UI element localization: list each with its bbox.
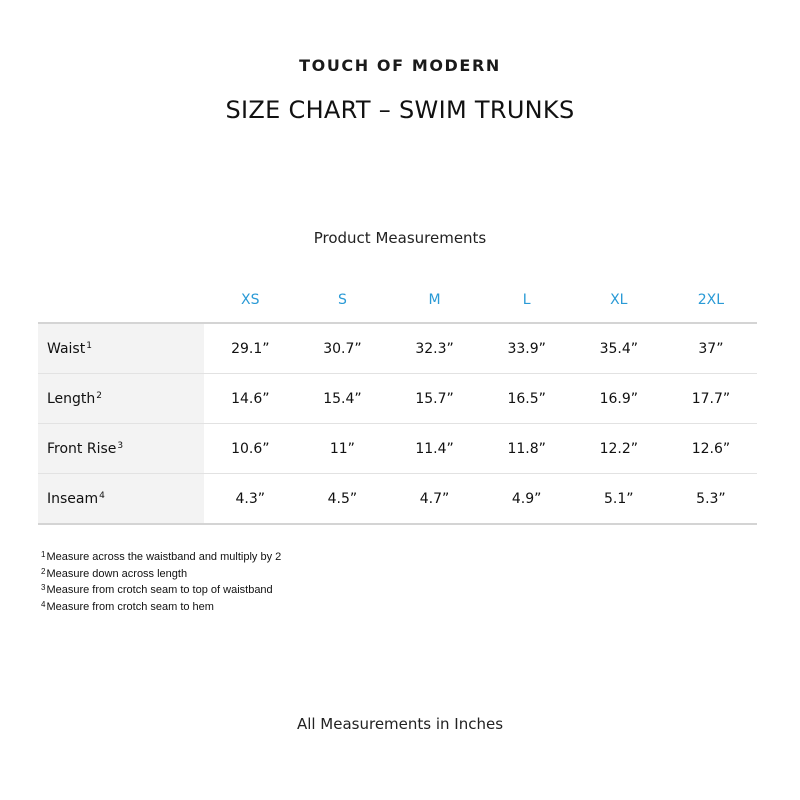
table-row-waist	[38, 323, 757, 374]
table-cell: 12.6”	[665, 424, 757, 474]
table-cell: 4.9”	[481, 474, 573, 525]
table-cell: 5.3”	[665, 474, 757, 525]
table-row-front-rise	[38, 424, 757, 474]
footnote-item	[40, 548, 281, 565]
section-title: Product Measurements	[313, 229, 487, 247]
footnote-number: 1	[41, 550, 46, 559]
table-cell: 16.9”	[573, 374, 665, 424]
brand-logo: TOUCH OF MODERN	[299, 56, 501, 75]
page-title: SIZE CHART – SWIM TRUNKS	[225, 96, 575, 124]
row-label-inseam	[38, 474, 204, 525]
size-header-s: S	[296, 278, 388, 323]
footnote-text: Measure across the waistband and multiply by 2	[46, 551, 282, 563]
table-cell: 4.3”	[204, 474, 296, 525]
table-row-length	[38, 374, 757, 424]
footnote-text: Measure from crotch seam to hem	[46, 600, 214, 613]
footnote-item	[40, 581, 281, 598]
table-cell: 30.7”	[296, 323, 388, 374]
size-header-m: M	[388, 278, 480, 323]
size-header-xs: XS	[204, 278, 296, 323]
table-row-inseam	[38, 474, 757, 525]
size-table	[38, 278, 757, 525]
table-cell: 11.4”	[388, 424, 480, 474]
size-header-xl: XL	[573, 278, 665, 323]
row-label-length	[38, 374, 204, 424]
footnote-number: 4	[41, 599, 46, 609]
table-cell: 17.7”	[665, 374, 757, 424]
footnote-ref: 2	[96, 390, 103, 401]
footnote-text: Measure from crotch seam to top of waistband	[46, 584, 273, 596]
size-header-row	[38, 278, 757, 323]
units-note: All Measurements in Inches	[296, 715, 504, 733]
row-label-text: Waist	[47, 340, 86, 357]
footnotes	[40, 548, 281, 614]
footnote-item	[40, 565, 281, 582]
table-cell: 15.4”	[296, 374, 388, 424]
table-cell: 11”	[296, 424, 388, 474]
table-cell: 4.5”	[296, 474, 388, 525]
size-header-2xl: 2XL	[665, 278, 757, 323]
table-cell: 29.1”	[204, 323, 296, 374]
table-cell: 5.1”	[573, 474, 665, 525]
footnote-item	[40, 598, 281, 615]
size-header-l: L	[481, 278, 573, 323]
row-label-text: Inseam	[47, 490, 99, 507]
footnote-number: 3	[41, 583, 46, 592]
table-cell: 12.2”	[573, 424, 665, 474]
table-cell: 33.9”	[481, 323, 573, 374]
footnote-ref: 4	[99, 490, 105, 501]
row-label-text: Front Rise	[47, 440, 117, 457]
footnote-ref: 3	[117, 440, 124, 451]
table-cell: 16.5”	[481, 374, 573, 424]
table-cell: 4.7”	[388, 474, 480, 525]
footnote-ref: 1	[86, 340, 92, 351]
row-label-text: Length	[47, 390, 96, 407]
table-cell: 15.7”	[388, 374, 480, 424]
table-cell: 14.6”	[204, 374, 296, 424]
table-cell: 37”	[665, 323, 757, 374]
footnote-text: Measure down across length	[46, 567, 188, 580]
table-cell: 10.6”	[204, 424, 296, 474]
table-cell: 32.3”	[388, 323, 480, 374]
table-corner	[38, 278, 204, 323]
footnote-number: 2	[41, 566, 46, 576]
table-cell: 35.4”	[573, 323, 665, 374]
row-label-front-rise	[38, 424, 204, 474]
table-cell: 11.8”	[481, 424, 573, 474]
row-label-waist	[38, 323, 204, 374]
